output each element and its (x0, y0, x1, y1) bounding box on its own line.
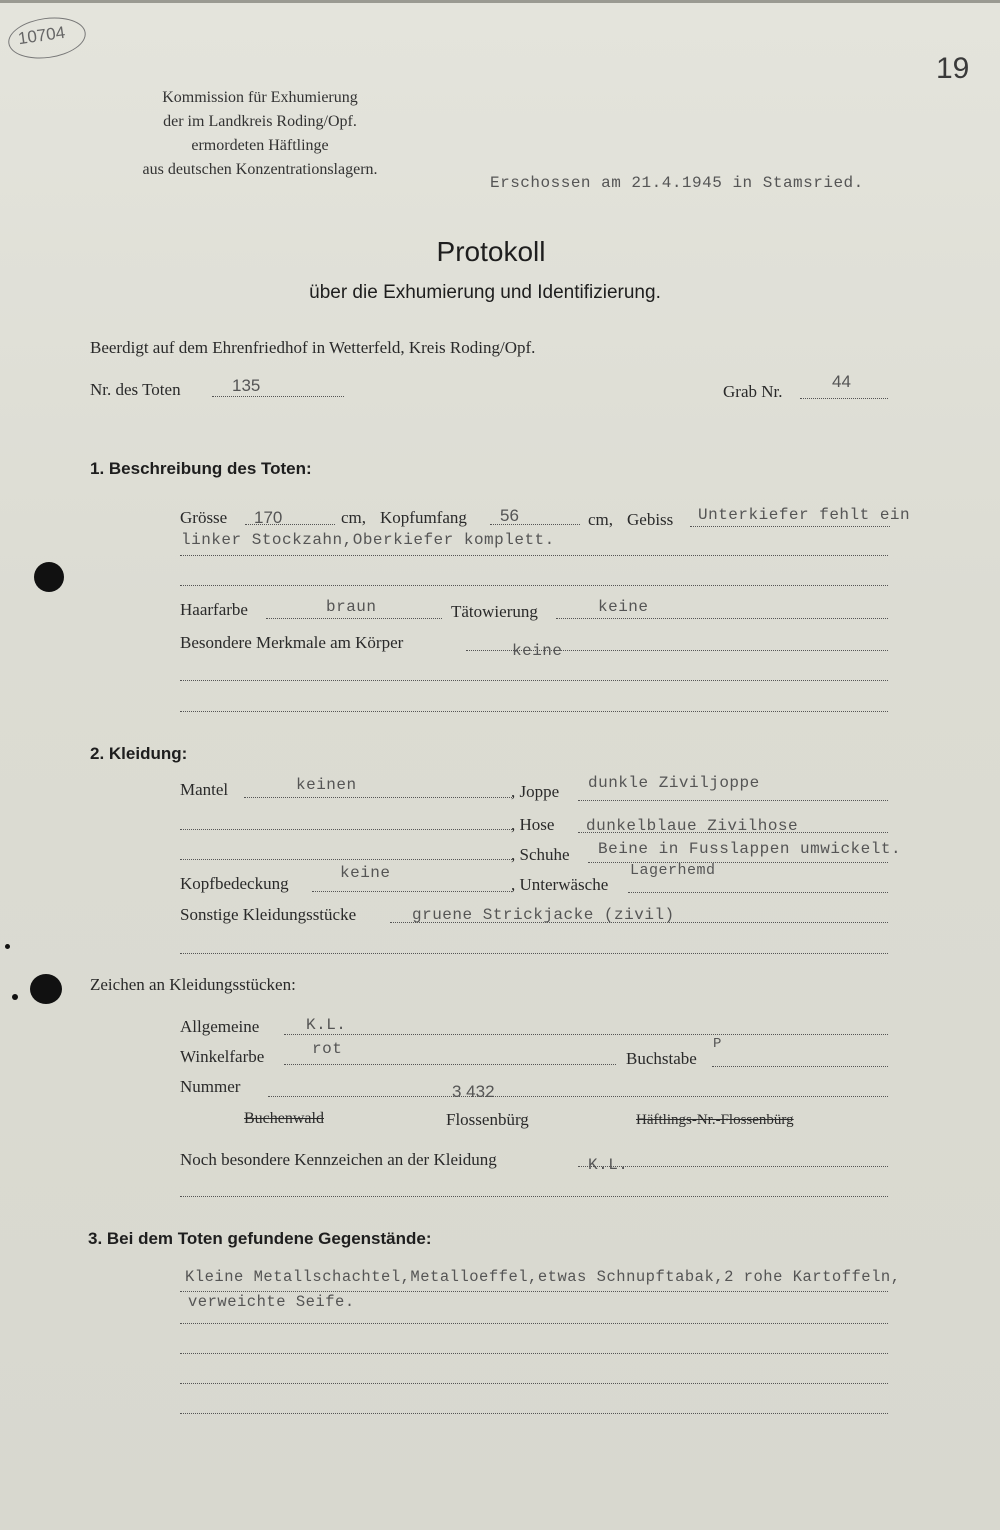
section-1-heading: 1. Beschreibung des Toten: (90, 459, 312, 478)
other-clothing-value: gruene Strickjacke (zivil) (412, 906, 675, 924)
teeth-value-2: linker Stockzahn,Oberkiefer komplett. (181, 531, 555, 549)
commission-line: aus deutschen Konzentrationslagern. (142, 161, 378, 178)
trousers-value: dunkelblaue Zivilhose (586, 817, 799, 835)
commission-line: Kommission für Exhumierung (162, 89, 358, 106)
blank-line (180, 1383, 888, 1384)
blank-line (180, 1196, 888, 1197)
stray-mark (5, 944, 10, 949)
teeth-line-2 (180, 555, 888, 556)
general-marks-label: Allgemeine (180, 1017, 260, 1036)
blank-line (180, 1413, 888, 1414)
height-label: Grösse (180, 508, 228, 527)
blank-line (180, 829, 512, 830)
tattoo-line (556, 618, 888, 619)
blank-line (180, 859, 512, 860)
commission-line: ermordeten Häftlinge (191, 137, 329, 154)
top-edge (0, 0, 1000, 3)
execution-note: Erschossen am 21.4.1945 in Stamsried. (490, 174, 864, 192)
hair-color-line (266, 618, 442, 619)
stray-mark (12, 994, 18, 1000)
number-line (268, 1096, 888, 1097)
shoes-label: , Schuhe (511, 845, 570, 864)
camp-buchenwald: Buchenwald (244, 1110, 324, 1127)
other-marks-label: Noch besondere Kennzeichen an der Kleidung (180, 1150, 497, 1169)
found-items-rule-2 (180, 1323, 888, 1324)
number-value: 3 432 (452, 1082, 495, 1101)
number-label: Nummer (180, 1077, 241, 1096)
jacket-value: dunkle Ziviljoppe (588, 774, 760, 792)
coat-value: keinen (296, 776, 357, 794)
other-marks-value: K.L. (588, 1156, 629, 1174)
coat-label: Mantel (180, 780, 229, 799)
grave-number-value: 44 (832, 372, 851, 391)
section-2-heading: 2. Kleidung: (90, 744, 188, 763)
triangle-color-label: Winkelfarbe (180, 1047, 265, 1066)
general-marks-value: K.L. (306, 1016, 347, 1034)
blank-line (180, 953, 888, 954)
head-circumference-value: 56 (500, 506, 519, 525)
burial-location: Beerdigt auf dem Ehrenfriedhof in Wetterfeld, Kreis Roding/Opf. (90, 338, 536, 357)
blank-line (180, 711, 888, 712)
punch-hole (30, 974, 62, 1004)
trousers-label: , Hose (511, 815, 555, 834)
blank-line (180, 585, 888, 586)
shoes-value: Beine in Fusslappen umwickelt. (598, 840, 902, 858)
found-items-line-1: Kleine Metallschachtel,Metalloeffel,etwas Schnupftabak,2 rohe Kartoffeln, (185, 1268, 901, 1286)
page-number: 19 (936, 52, 970, 85)
section-3-heading: 3. Bei dem Toten gefundene Gegenstände: (88, 1229, 432, 1248)
height-value: 170 (254, 508, 283, 527)
head-circumference-label: Kopfumfang (380, 508, 467, 527)
dead-number-line (212, 396, 344, 397)
special-marks-label: Besondere Merkmale am Körper (180, 633, 404, 652)
special-marks-value: keine (512, 642, 563, 660)
headwear-value: keine (340, 864, 391, 882)
teeth-value-1: Unterkiefer fehlt ein (698, 506, 911, 524)
headwear-label: Kopfbedeckung (180, 874, 289, 893)
underwear-value: Lagerhemd (630, 862, 716, 879)
tattoo-value: keine (598, 598, 649, 616)
clothing-marks-heading: Zeichen an Kleidungsstücken: (90, 975, 296, 994)
dead-number-value: 135 (232, 376, 261, 395)
tattoo-label: Tätowierung (451, 602, 538, 621)
punch-hole (34, 562, 64, 592)
height-unit: cm, (341, 508, 367, 527)
blank-line (180, 1353, 888, 1354)
underwear-label: , Unterwäsche (511, 875, 609, 894)
found-items-line-2: verweichte Seife. (188, 1293, 355, 1311)
blank-line (180, 680, 888, 681)
commission-header (100, 86, 420, 182)
headwear-line (312, 891, 512, 892)
hair-color-label: Haarfarbe (180, 600, 248, 619)
jacket-label: , Joppe (511, 782, 560, 801)
triangle-color-value: rot (312, 1040, 343, 1058)
coat-line (244, 797, 512, 798)
page-title: Protokoll (436, 236, 546, 267)
general-marks-line (284, 1034, 888, 1035)
hair-color-value: braun (326, 598, 377, 616)
teeth-label: Gebiss (627, 510, 674, 529)
letter-line (712, 1066, 888, 1067)
grave-number-label: Grab Nr. (723, 382, 783, 401)
triangle-color-line (284, 1064, 616, 1065)
underwear-line (628, 892, 888, 893)
camp-flossenbuerg: Flossenbürg (446, 1110, 529, 1129)
head-circumference-unit: cm, (588, 510, 614, 529)
archive-stamp-number: 10704 (16, 22, 67, 49)
dead-number-label: Nr. des Toten (90, 380, 181, 399)
teeth-line (690, 526, 890, 527)
prisoner-number-flossenbuerg: Häftlings-Nr.-Flossenbürg (636, 1112, 794, 1128)
page-subtitle: über die Exhumierung und Identifizierung. (309, 282, 661, 303)
letter-label: Buchstabe (626, 1049, 697, 1068)
grave-number-line (800, 398, 888, 399)
jacket-line (578, 800, 888, 801)
found-items-rule-1 (180, 1291, 888, 1292)
letter-value: P (713, 1036, 722, 1052)
other-clothing-label: Sonstige Kleidungsstücke (180, 905, 357, 924)
commission-line: der im Landkreis Roding/Opf. (163, 113, 357, 130)
